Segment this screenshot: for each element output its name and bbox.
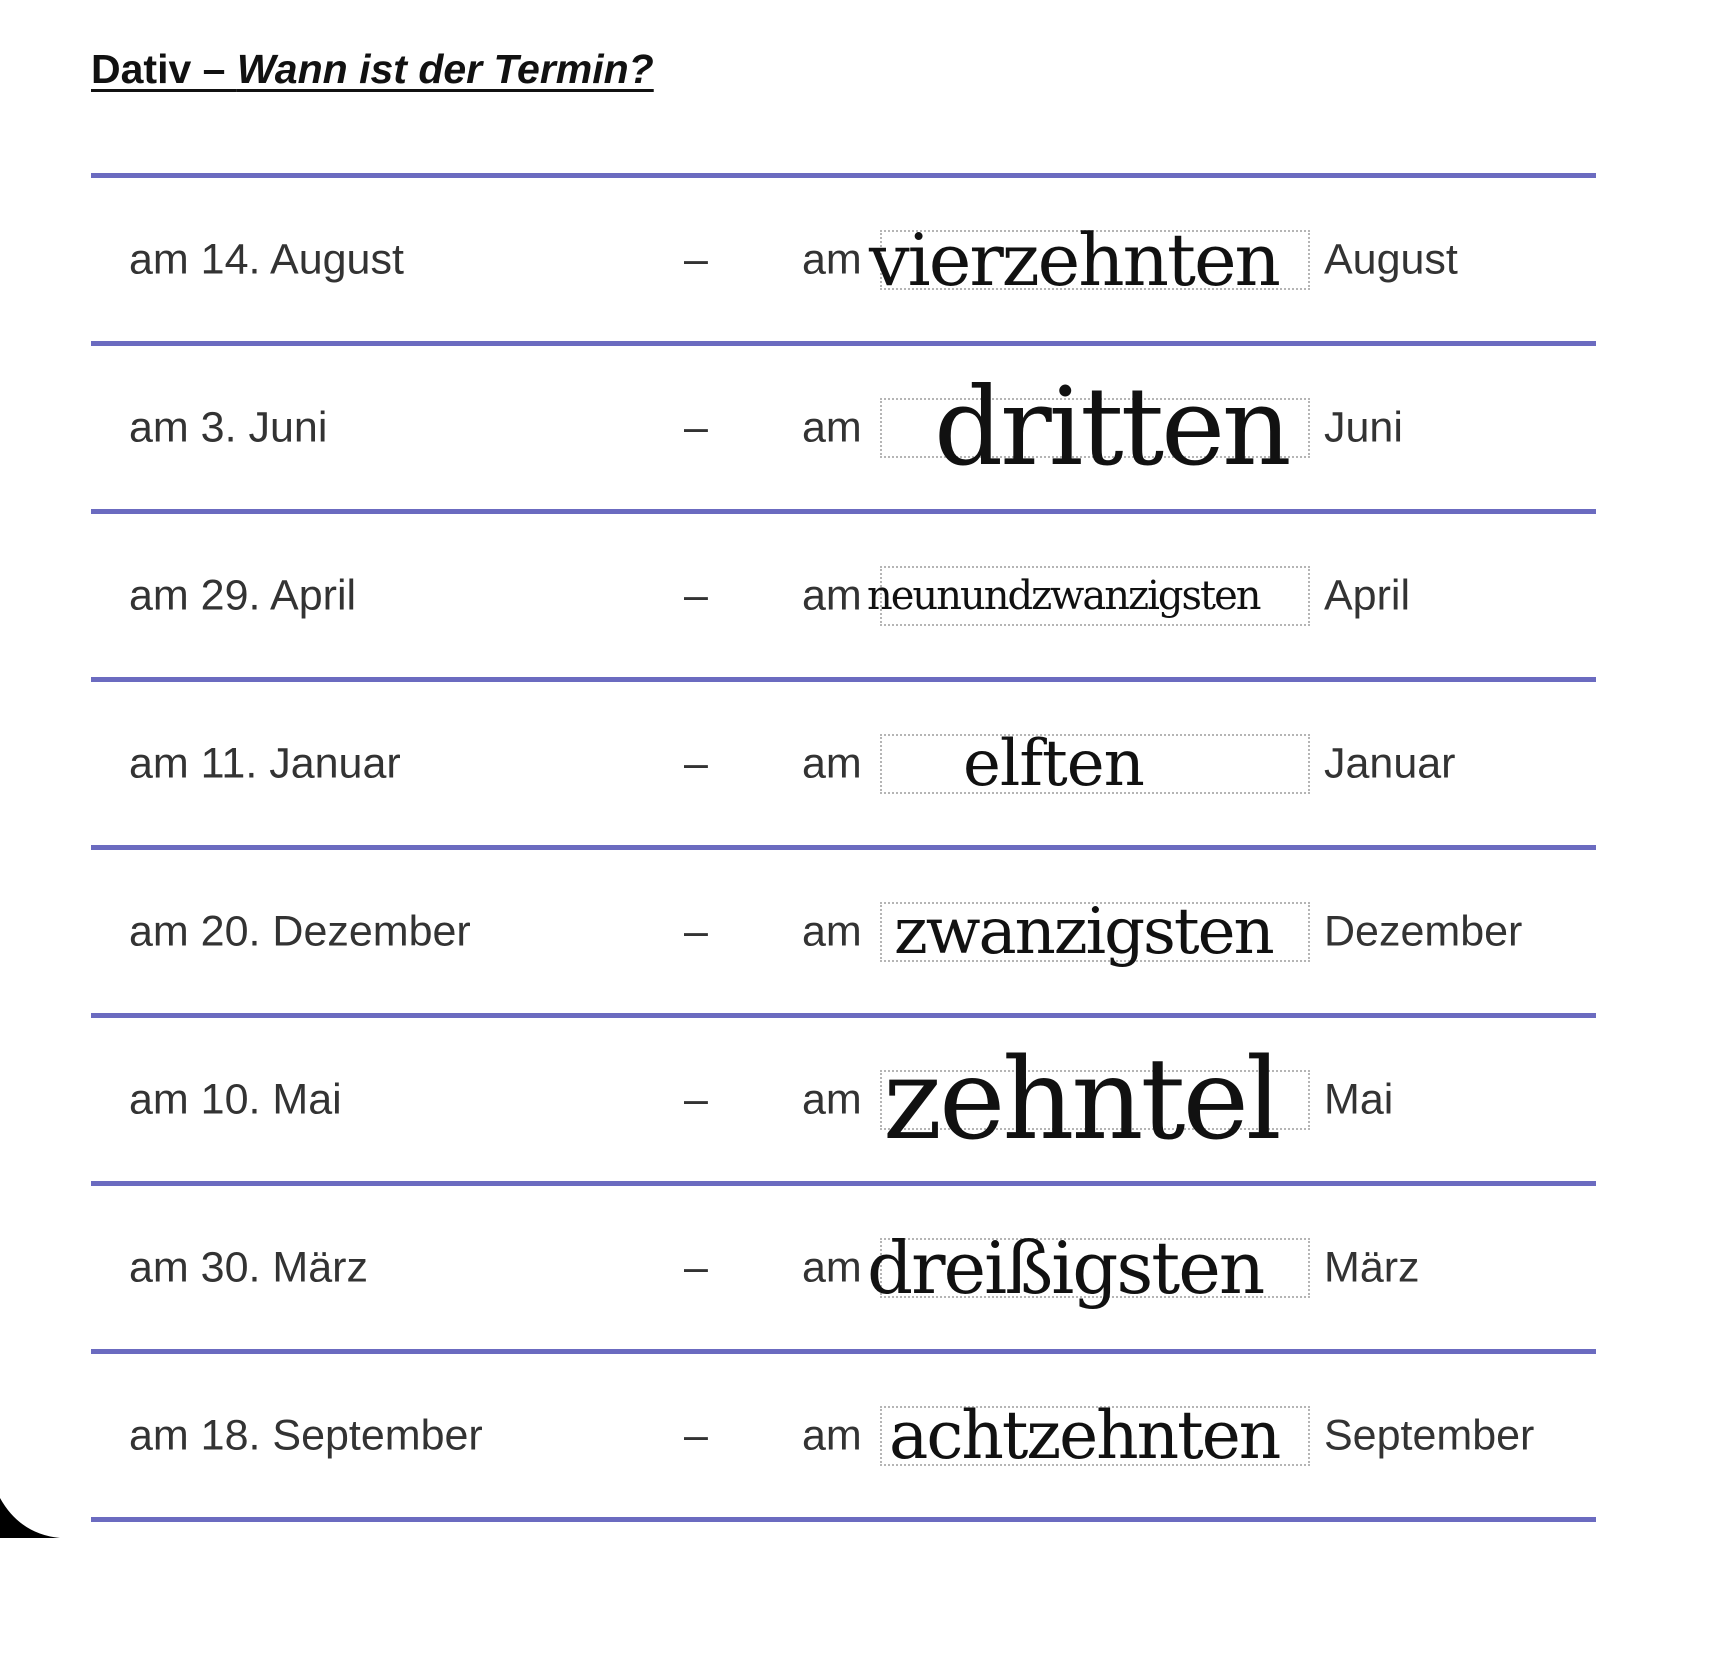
title-prefix: Dativ – xyxy=(91,46,237,92)
given-date: am 18. September xyxy=(129,1411,483,1459)
exercise-table xyxy=(91,173,1596,1522)
am-label: am xyxy=(802,907,862,955)
answer-text: dreißigsten xyxy=(867,1225,1264,1310)
month-label: April xyxy=(1324,571,1411,619)
given-date: am 14. August xyxy=(129,235,404,283)
am-label: am xyxy=(802,235,862,283)
am-label: am xyxy=(802,739,862,787)
answer-text: vierzehnten xyxy=(869,217,1279,302)
given-date: am 29. April xyxy=(129,571,357,619)
month-label: Dezember xyxy=(1324,907,1523,955)
am-label: am xyxy=(802,1243,862,1291)
page-corner-shadow xyxy=(0,1498,60,1538)
month-label: Januar xyxy=(1324,739,1456,787)
title-question: Wann ist der Termin? xyxy=(236,46,654,92)
answer-text: zehntel xyxy=(883,1034,1279,1165)
dash: – xyxy=(684,907,708,955)
dash: – xyxy=(684,235,708,283)
month-label: September xyxy=(1324,1411,1535,1459)
exercise-row xyxy=(91,1354,1596,1517)
answer-text: dritten xyxy=(934,364,1289,490)
given-date: am 11. Januar xyxy=(129,739,401,787)
given-date: am 3. Juni xyxy=(129,403,328,451)
dash: – xyxy=(684,1075,708,1123)
answer-text: zwanzigsten xyxy=(894,894,1273,969)
month-label: März xyxy=(1324,1243,1420,1291)
exercise-row xyxy=(91,682,1596,845)
given-date: am 10. Mai xyxy=(129,1075,342,1123)
exercise-row xyxy=(91,178,1596,341)
month-label: Juni xyxy=(1324,403,1403,451)
dash: – xyxy=(684,403,708,451)
dash: – xyxy=(684,1243,708,1291)
am-label: am xyxy=(802,403,862,451)
exercise-row xyxy=(91,850,1596,1013)
am-label: am xyxy=(802,571,862,619)
given-date: am 30. März xyxy=(129,1243,368,1291)
month-label: Mai xyxy=(1324,1075,1394,1123)
answer-text: neunundzwanzigsten xyxy=(867,572,1260,619)
dash: – xyxy=(684,739,708,787)
month-label: August xyxy=(1324,235,1458,283)
row-divider xyxy=(91,1517,1596,1522)
exercise-row xyxy=(91,1018,1596,1181)
worksheet-title xyxy=(91,46,654,93)
answer-text: achtzehnten xyxy=(889,1396,1280,1474)
dash: – xyxy=(684,571,708,619)
am-label: am xyxy=(802,1075,862,1123)
exercise-row xyxy=(91,514,1596,677)
given-date: am 20. Dezember xyxy=(129,907,471,955)
am-label: am xyxy=(802,1411,862,1459)
exercise-row xyxy=(91,346,1596,509)
dash: – xyxy=(684,1411,708,1459)
exercise-row xyxy=(91,1186,1596,1349)
answer-text: elften xyxy=(963,726,1144,801)
